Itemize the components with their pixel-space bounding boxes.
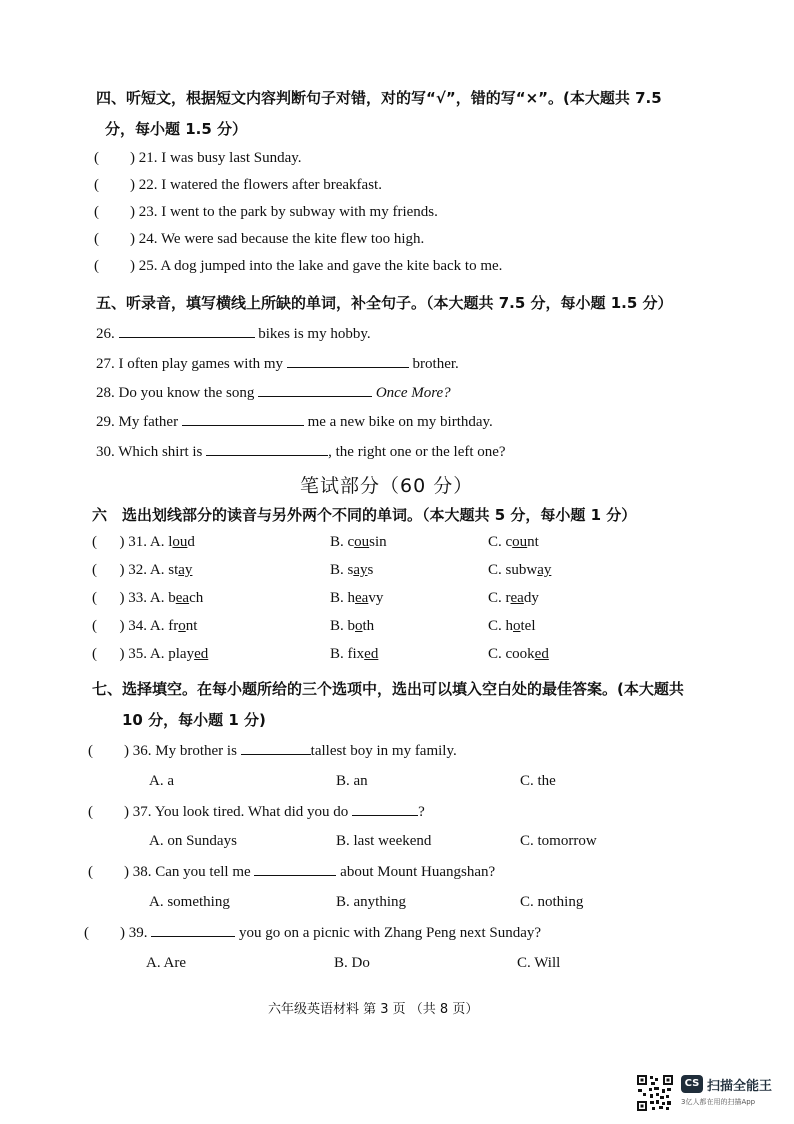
choice-item: ( ) 39. you go on a picnic with Zhang Peng next Sunday? xyxy=(84,922,541,943)
section4-item: ( ) 25. A dog jumped into the lake and gave the kite back to me. xyxy=(94,258,503,274)
section4-heading-line2: 分，每小题 1.5 分） xyxy=(105,120,248,138)
answer-blank[interactable] xyxy=(352,801,418,816)
choice-option-a[interactable]: A. on Sundays xyxy=(149,833,237,849)
phonics-option-b: B. says xyxy=(330,562,374,578)
section4-heading-line1: 四、听短文，根据短文内容判断句子对错，对的写“√”，错的写“×”。(本大题共 7.5 xyxy=(96,89,662,107)
phonics-item: ( ) 31. A. loud xyxy=(92,534,195,550)
choice-item: ( ) 36. My brother is tallest boy in my family. xyxy=(88,740,457,761)
fill-blank-item: 27. I often play games with my brother. xyxy=(96,353,459,374)
page-footer: 六年级英语材料 第 3 页 （共 8 页） xyxy=(268,1002,479,1017)
section5-heading: 五、听录音，填写横线上所缺的单词，补全句子。（本大题共 7.5 分，每小题 1.5 分） xyxy=(96,294,673,312)
choice-option-c[interactable]: C. nothing xyxy=(520,894,584,910)
scanner-tagline: 3亿人都在用的扫描App xyxy=(681,1098,756,1106)
section7-heading-line1: 七、选择填空。在每小题所给的三个选项中，选出可以填入空白处的最佳答案。(本大题共 xyxy=(92,680,684,698)
choice-option-a[interactable]: A. something xyxy=(149,894,230,910)
phonics-item: ( ) 34. A. front xyxy=(92,618,198,634)
qr-code-icon xyxy=(636,1074,674,1112)
choice-option-b[interactable]: B. an xyxy=(336,773,368,789)
answer-blank[interactable] xyxy=(182,411,304,426)
choice-option-a[interactable]: A. a xyxy=(149,773,174,789)
phonics-option-c: C. cooked xyxy=(488,646,549,662)
section4-item: ( ) 21. I was busy last Sunday. xyxy=(94,150,302,166)
phonics-option-c: C. hotel xyxy=(488,618,536,634)
section4-item: ( ) 23. I went to the park by subway with my friends. xyxy=(94,204,438,220)
fill-blank-item: 30. Which shirt is , the right one or the left one? xyxy=(96,441,506,462)
phonics-item: ( ) 33. A. beach xyxy=(92,590,204,606)
answer-blank[interactable] xyxy=(287,353,409,368)
scanner-app-name: 扫描全能王 xyxy=(707,1079,773,1094)
choice-item: ( ) 37. You look tired. What did you do ? xyxy=(88,801,425,822)
choice-option-b[interactable]: B. anything xyxy=(336,894,406,910)
answer-blank[interactable] xyxy=(206,441,328,456)
answer-blank[interactable] xyxy=(241,740,311,755)
choice-option-c[interactable]: C. tomorrow xyxy=(520,833,597,849)
answer-blank[interactable] xyxy=(258,382,372,397)
phonics-option-b: B. fixed xyxy=(330,646,379,662)
written-part-title: 笔试部分（60 分） xyxy=(300,475,474,497)
phonics-option-c: C. subway xyxy=(488,562,552,578)
choice-option-a[interactable]: A. Are xyxy=(146,955,186,971)
fill-blank-item: 28. Do you know the song Once More? xyxy=(96,382,451,403)
fill-blank-item: 26. bikes is my hobby. xyxy=(96,323,371,344)
choice-option-c[interactable]: C. Will xyxy=(517,955,561,971)
answer-blank[interactable] xyxy=(119,323,255,338)
phonics-option-b: B. both xyxy=(330,618,375,634)
answer-blank[interactable] xyxy=(151,922,235,937)
section4-item: ( ) 24. We were sad because the kite flew too high. xyxy=(94,231,425,247)
phonics-item: ( ) 35. A. played xyxy=(92,646,209,662)
section6-heading: 六 选出划线部分的读音与另外两个不同的单词。（本大题共 5 分，每小题 1 分） xyxy=(92,506,637,524)
section7-heading-line2: 10 分，每小题 1 分) xyxy=(122,711,266,729)
section4-item: ( ) 22. I watered the flowers after breakfast. xyxy=(94,177,382,193)
phonics-option-c: C. count xyxy=(488,534,539,550)
phonics-item: ( ) 32. A. stay xyxy=(92,562,193,578)
choice-option-c[interactable]: C. the xyxy=(520,773,556,789)
choice-option-b[interactable]: B. Do xyxy=(334,955,370,971)
phonics-option-b: B. cousin xyxy=(330,534,387,550)
choice-item: ( ) 38. Can you tell me about Mount Huangshan? xyxy=(88,861,495,882)
phonics-option-c: C. ready xyxy=(488,590,539,606)
camscanner-logo: CS xyxy=(681,1075,703,1093)
answer-blank[interactable] xyxy=(254,861,336,876)
choice-option-b[interactable]: B. last weekend xyxy=(336,833,432,849)
phonics-option-b: B. heavy xyxy=(330,590,384,606)
fill-blank-item: 29. My father me a new bike on my birthday. xyxy=(96,411,493,432)
